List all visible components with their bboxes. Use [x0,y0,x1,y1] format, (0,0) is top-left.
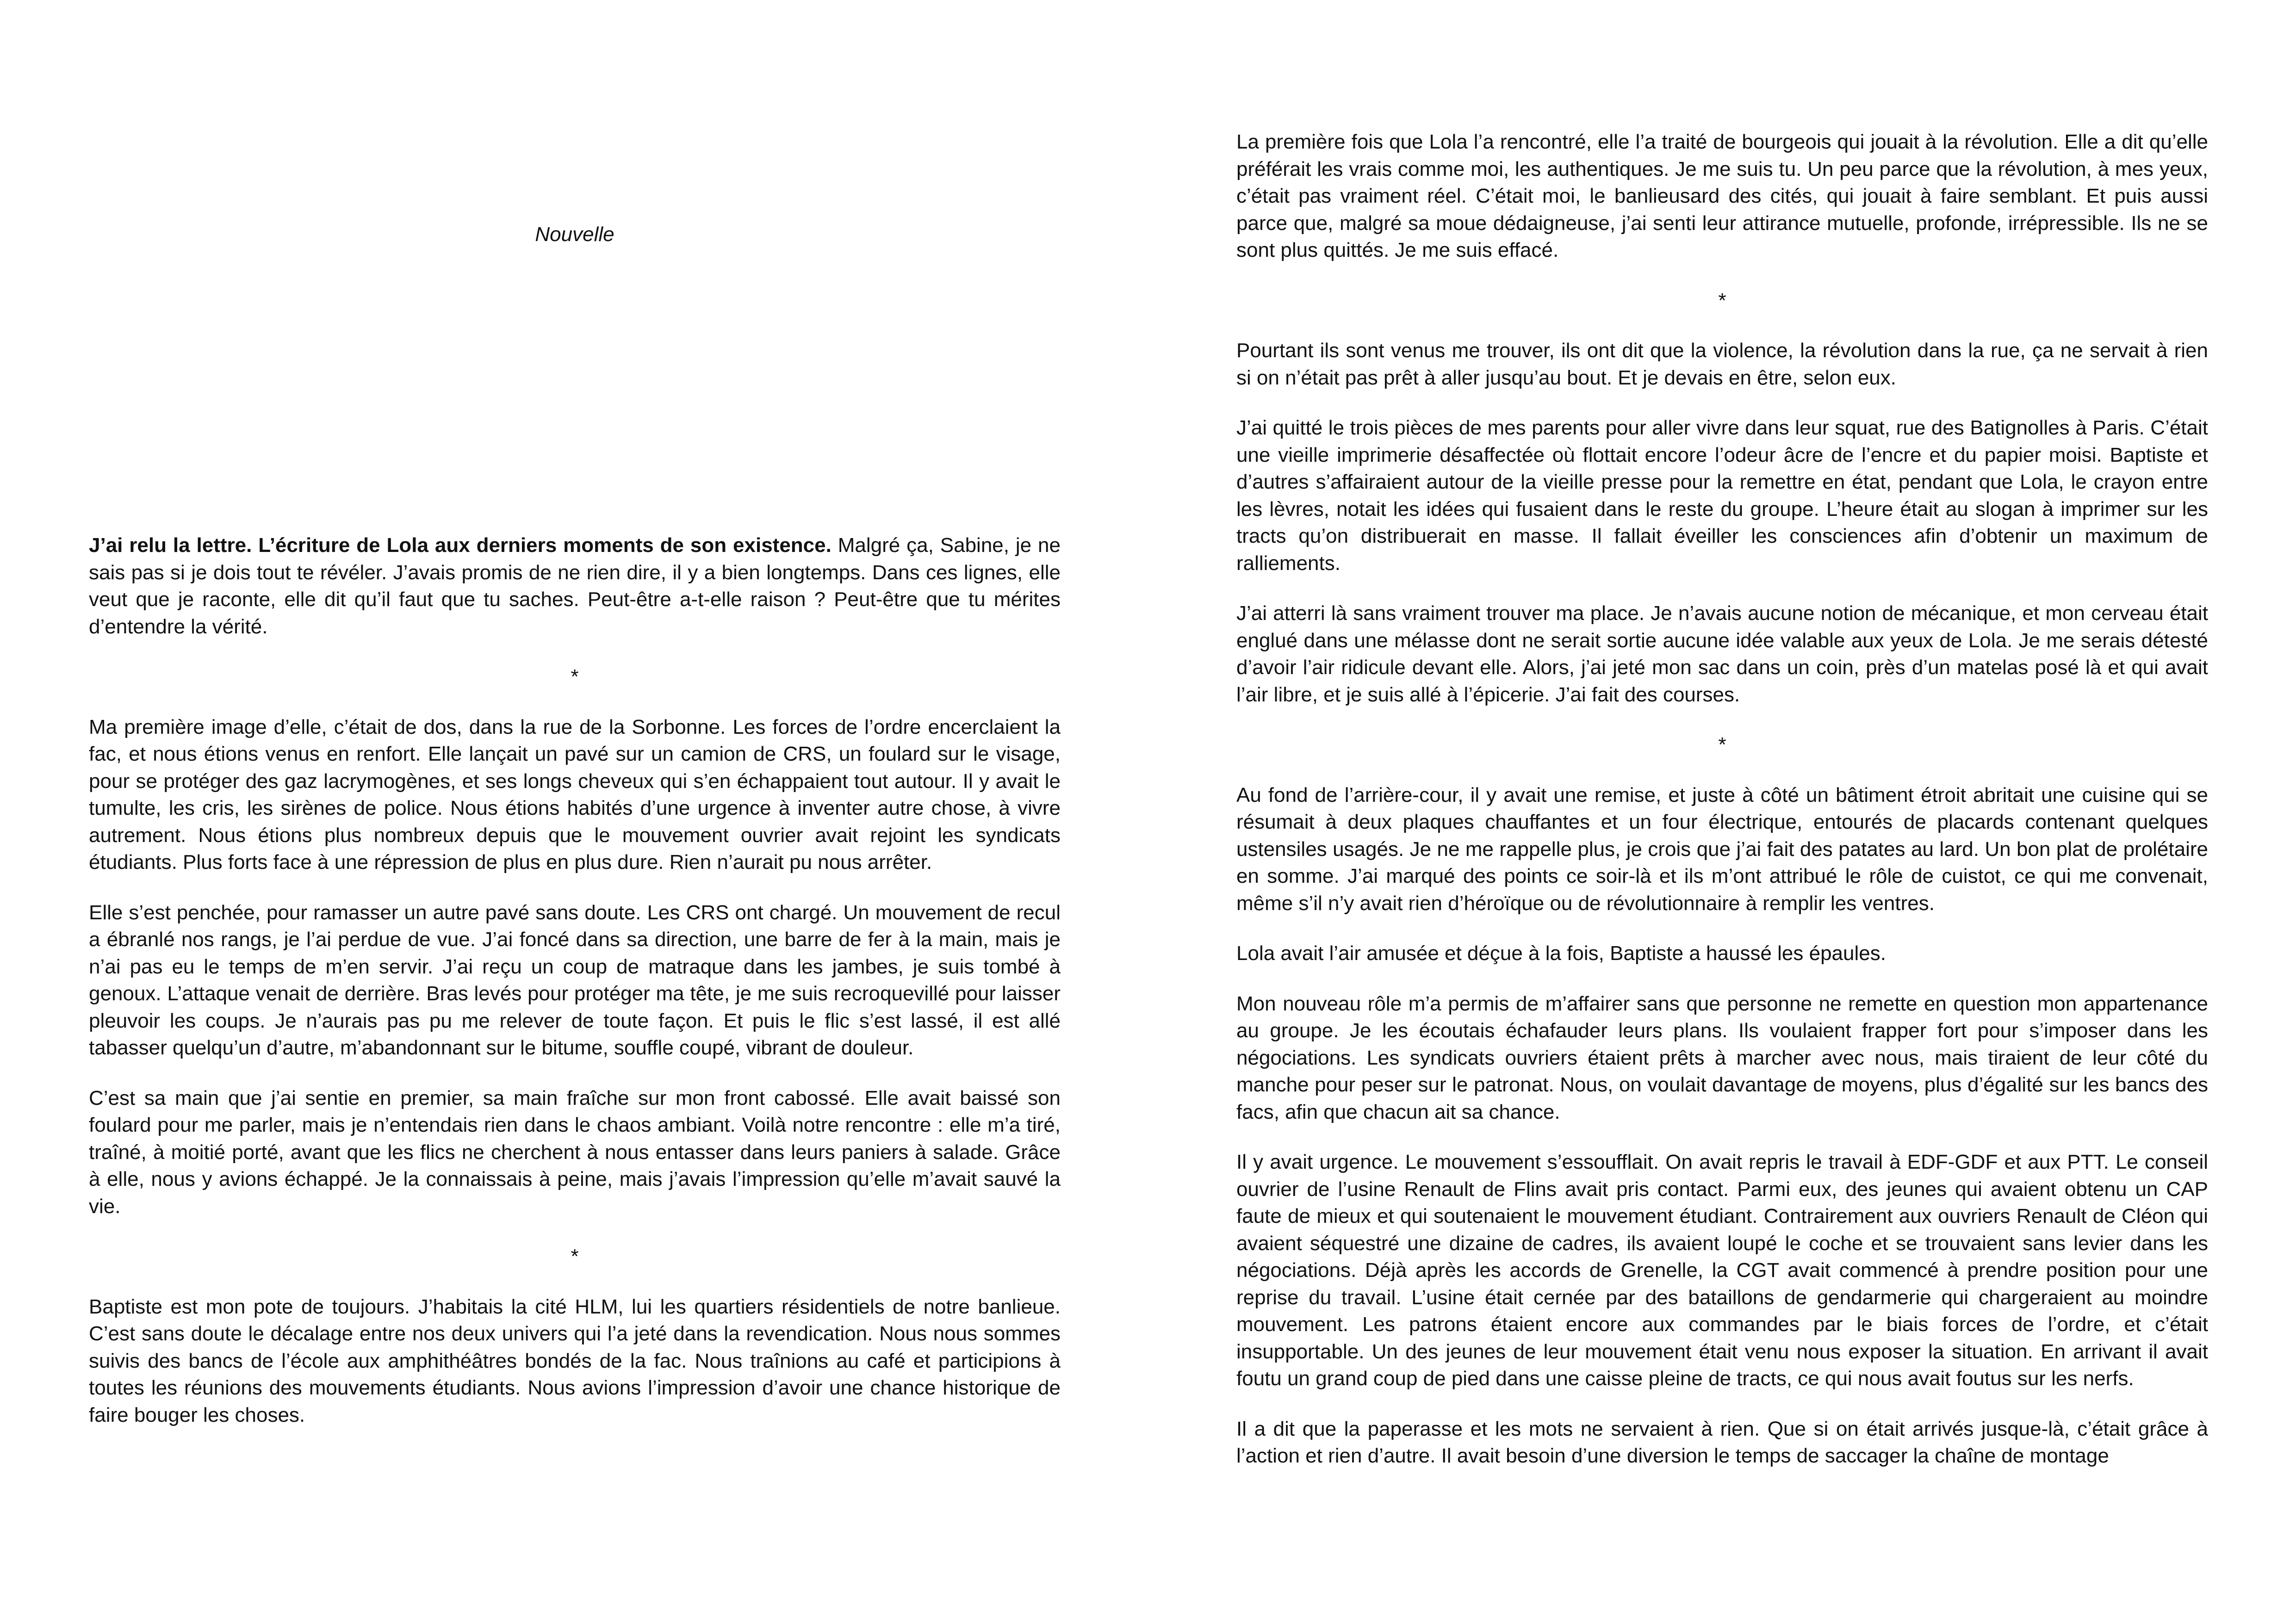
paragraph-body: Malgré ça, Sabine, je ne sais pas si je dois tout te révéler. J’avais promis de ne rien dire, il y a bien longtemps. Dans ces lignes, elle veut que je raconte, elle dit qu’il faut que tu saches. Peut-être a-t-elle raison ? Peut-être que tu mérites d’entendre la vérité. [89,534,1061,638]
left-page [89,0,1061,1623]
paragraph: Il y avait urgence. Le mouvement s’essoufflait. On avait repris le travail à EDF-GDF et aux PTT. Le conseil ouvrier de l’usine Renault de Flins avait pris contact. Parmi eux, des jeunes qui avaient obtenu un CAP faute de mieux et qui soutenaient le mouvement étudiant. Contrairement aux ouvriers Renault de Cléon qui avaient séquestré une dizaine de cadres, ils avaient loupé le coche et se trouvaient sans levier dans les négociations. Déjà après les accords de Grenelle, la CGT avait commencé à prendre position pour une reprise du travail. L’usine était cernée par des bataillons de gendarmerie qui chargeraient au moindre mouvement. Les patrons étaient encore aux commandes par le biais forces de l’ordre, et c’était insupportable. Un des jeunes de leur mouvement était venu nous exposer la situation. En arrivant il avait foutu un grand coup de pied dans une caisse pleine de tracts, ce qui nous avait foutus sur les nerfs. [1236,1151,2208,1390]
paragraph: Il a dit que la paperasse et les mots ne servaient à rien. Que si on était arrivés jusque-là, c’était grâce à l’action et rien d’autre. Il avait besoin d’une diversion le temps de saccager la chaîne de montage [1236,1417,2208,1467]
paragraph: Baptiste est mon pote de toujours. J’habitais la cité HLM, lui les quartiers résidentiels de notre banlieue. C’est sans doute le décalage entre nos deux univers qui l’a jeté dans la revendication. Nous nous sommes suivis des bancs de l’école aux amphithéâtres bondés de la fac. Nous traînions au café et participions à toutes les réunions des mouvements étudiants. Nous avions l’impression d’avoir une chance historique de faire bouger les choses. [89,1295,1061,1426]
paragraph: La première fois que Lola l’a rencontré, elle l’a traité de bourgeois qui jouait à la révolution. Elle a dit qu’elle préférait les vrais comme moi, les authentiques. Je me suis tu. Un peu parce que la révolution, à mes yeux, c’était pas vraiment réel. C’était moi, le banlieusard des cités, qui jouait à faire semblant. Et puis aussi parce que, malgré sa moue dédaigneuse, j’ai senti leur attirance mutuelle, profonde, irrépressible. Ils ne se sont plus quittés. Je me suis effacé. [1236,130,2208,261]
paragraph: Pourtant ils sont venus me trouver, ils ont dit que la violence, la révolution dans la rue, ça ne servait à rien si on n’était pas prêt à aller jusqu’au bout. Et je devais en être, selon eux. [1236,339,2208,389]
right-page [1236,0,2208,1623]
paragraph [89,532,1061,640]
paragraph: Ma première image d’elle, c’était de dos, dans la rue de la Sorbonne. Les forces de l’ordre encerclaient la fac, et nous étions venus en renfort. Elle lançait un pavé sur un camion de CRS, un foulard sur le visage, pour se protéger des gaz lacrymogènes, et ses longs cheveux qui s’en échappaient tout autour. Il y avait le tumulte, les cris, les sirènes de police. Nous étions habités d’une urgence à inventer autre chose, à vivre autrement. Nous étions plus nombreux depuis que le mouvement ouvrier avait rejoint les syndicats étudiants. Plus forts face à une répression de plus en plus dure. Rien n’aurait pu nous arrêter. [89,715,1061,873]
paragraph: Elle s’est penchée, pour ramasser un autre pavé sans doute. Les CRS ont chargé. Un mouvement de recul a ébranlé nos rangs, je l’ai perdue de vue. J’ai foncé dans sa direction, une barre de fer à la main, mais je n’ai pas eu le temps de m’en servir. J’ai reçu un coup de matraque dans les jambes, je suis tombé à genoux. L’attaque venait de derrière. Bras levés pour protéger ma tête, je me suis recroquevillé pour laisser pleuvoir les coups. Je n’aurais pas pu me relever de toute façon. Et puis le flic s’est lassé, il est allé tabasser quelqu’un d’autre, m’abandonnant sur le bitume, souffle coupé, vibrant de douleur. [89,901,1061,1059]
section-separator: * [1718,733,1726,756]
section-separator: * [1718,289,1726,312]
section-separator: * [571,665,579,688]
paragraph: J’ai atterri là sans vraiment trouver ma place. Je n’avais aucune notion de mécanique, et mon cerveau était englué dans une mélasse dont ne serait sortie aucune idée valable aux yeux de Lola. Je me serais détesté d’avoir l’air ridicule devant elle. Alors, j’ai jeté mon sac dans un coin, près d’un matelas posé là et qui avait l’air libre, et je suis allé à l’épicerie. J’ai fait des courses. [1236,602,2208,706]
paragraph-lead: J’ai relu la lettre. L’écriture de Lola aux derniers moments de son existence. [89,534,832,557]
left-page-text [89,532,1061,1452]
section-separator: * [571,1245,579,1268]
document-label: Nouvelle [535,223,614,246]
paragraph: Mon nouveau rôle m’a permis de m’affairer sans que personne ne remette en question mon appartenance au groupe. Je les écoutais échafauder leurs plans. Ils voulaient frapper fort pour s’imposer dans les négociations. Les syndicats ouvriers étaient prêts à marcher avec nous, mais tiraient de leur côté du manche pour peser sur le patronat. Nous, on voulait davantage de moyens, plus d’égalité sur les bancs des facs, afin que chacun ait sa chance. [1236,992,2208,1123]
right-page-text [1236,129,2208,1493]
paragraph: C’est sa main que j’ai sentie en premier, sa main fraîche sur mon front cabossé. Elle avait baissé son foulard pour me parler, mais je n’entendais rien dans le chaos ambiant. Voilà notre rencontre : elle m’a tiré, traîné, à moitié porté, avant que les flics ne cherchent à nous entasser dans leurs paniers à salade. Grâce à elle, nous y avions échappé. Je la connaissais à peine, mais j’avais l’impression qu’elle m’avait sauvé la vie. [89,1086,1061,1218]
paragraph: Lola avait l’air amusée et déçue à la fois, Baptiste a haussé les épaules. [1236,942,1886,965]
paragraph: J’ai quitté le trois pièces de mes parents pour aller vivre dans leur squat, rue des Batignolles à Paris. C’était une vieille imprimerie désaffectée où flottait encore l’odeur âcre de l’encre et du papier moisi. Baptiste et d’autres s’affairaient autour de la vieille presse pour la remettre en état, pendant que Lola, le crayon entre les lèvres, notait les idées qui fusaient dans le reste du groupe. L’heure était au slogan à imprimer sur les tracts qu’on distribuerait en masse. Il fallait éveiller les consciences afin d’obtenir un maximum de ralliements. [1236,416,2208,575]
paragraph: Au fond de l’arrière-cour, il y avait une remise, et juste à côté un bâtiment étroit abritait une cuisine qui se résumait à deux plaques chauffantes et un four électrique, entourés de placards contenant quelques ustensiles usagés. Je ne me rappelle plus, je crois que j’ai fait des patates au lard. Un bon plat de prolétaire en somme. J’ai marqué des points ce soir-là et ils m’ont attribué le rôle de cuistot, ce qui me convenait, même s’il n’y avait rien d’héroïque ou de révolutionnaire à remplir les ventres. [1236,783,2208,915]
